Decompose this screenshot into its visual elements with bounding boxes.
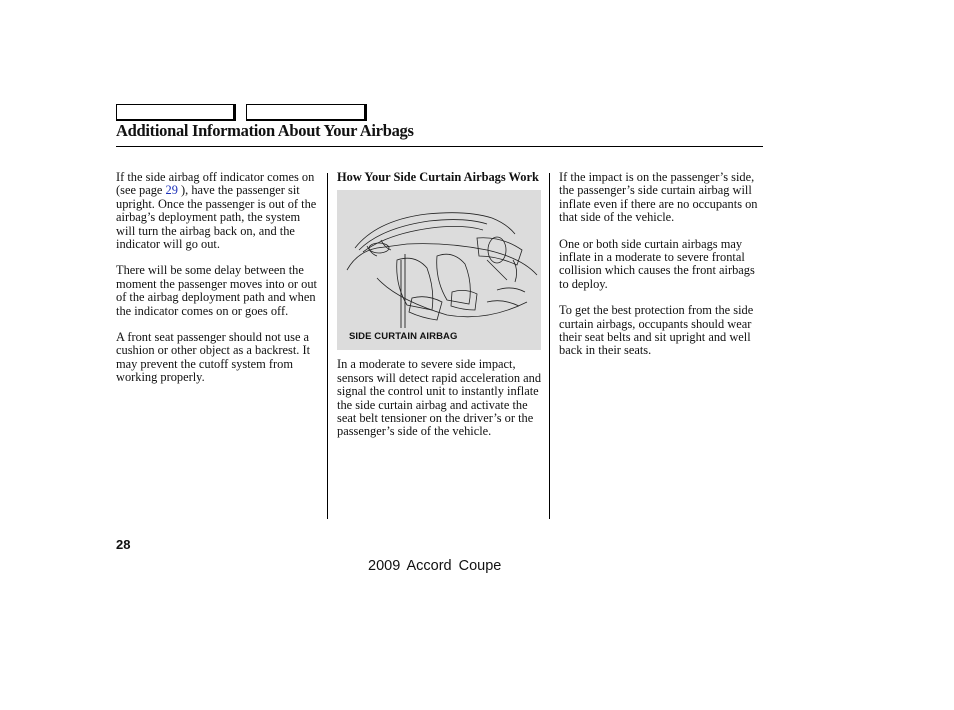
page-link-29[interactable]: 29 (165, 183, 178, 198)
figure-caption: SIDE CURTAIN AIRBAG (349, 331, 458, 343)
page-number: 28 (116, 537, 131, 552)
paragraph-cushion-warning: A front seat passenger should not use a cushion or other object as a backrest. It may prevent the cutoff system from working properly. (116, 330, 311, 385)
column-divider (327, 173, 328, 519)
paragraph-best-protection: To get the best protection from the side curtain airbags, occupants should wear their seat belts and sit upright and well back in their seats. (559, 303, 754, 358)
paragraph-text: ), have the passenger sit upright. Once the passenger is out of the airbag’s deployment path, the system will turn the airbag back on, and the indicator will go out. (116, 183, 317, 252)
page-title: Additional Information About Your Airbags (116, 121, 414, 140)
paragraph-text: If the side airbag off indicator comes on (see page (116, 170, 315, 198)
title-divider (116, 146, 763, 147)
column-middle (337, 171, 543, 452)
section-heading: How Your Side Curtain Airbags Work (337, 170, 539, 184)
nav-button-main-menu[interactable] (116, 104, 236, 121)
paragraph-passenger-side: If the impact is on the passenger’s side, the passenger’s side curtain airbag will inflate even if there are no occupants on that side of the vehicle. (559, 170, 758, 225)
column-left (116, 171, 322, 398)
car-interior-drawing (337, 190, 541, 350)
nav-button-index[interactable] (246, 104, 367, 121)
footer-model: 2009 Accord Coupe (368, 558, 502, 574)
paragraph-side-impact: In a moderate to severe side impact, sensors will detect rapid acceleration and signal the control unit to instantly inflate the side curtain airbag and activate the seat belt tensioner on the driver’s or the passenger’s side of the vehicle. (337, 357, 542, 439)
side-curtain-airbag-illustration (337, 190, 541, 350)
paragraph-frontal-collision: One or both side curtain airbags may inflate in a moderate to severe frontal collision which causes the front airbags to deploy. (559, 236, 755, 291)
paragraph-delay: There will be some delay between the moment the passenger moves into or out of the airbag deployment path and when the indicator comes on or goes off. (116, 263, 317, 318)
paragraph-indicator (116, 171, 322, 251)
column-divider (549, 173, 550, 519)
column-right (559, 171, 765, 371)
